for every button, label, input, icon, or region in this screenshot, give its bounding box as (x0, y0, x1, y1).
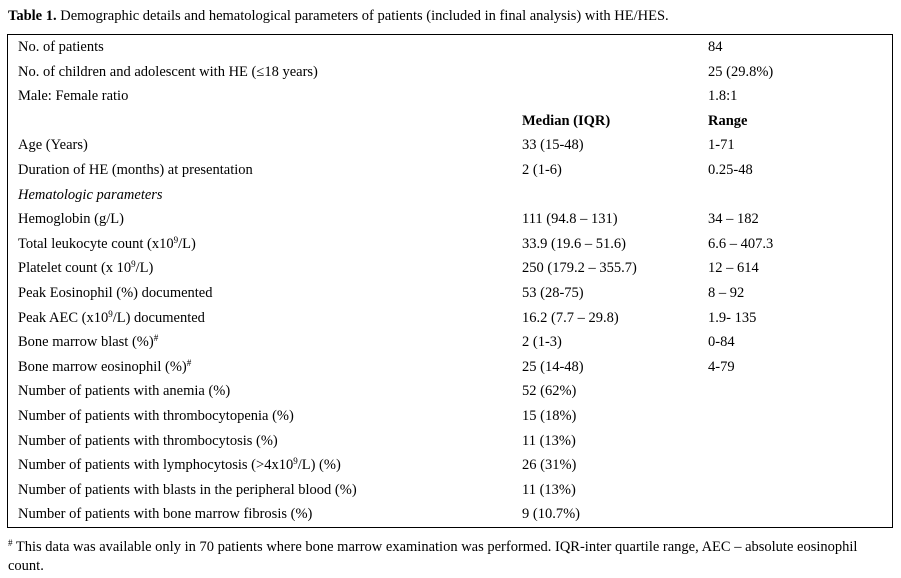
table-caption (8, 6, 893, 26)
row-label: No. of children and adolescent with HE (≤18 years) (18, 63, 318, 80)
table-row (8, 207, 892, 232)
row-median: 11 (13%) (522, 481, 576, 498)
table-row (8, 35, 892, 60)
table-row (8, 60, 892, 85)
section-header-row (8, 183, 892, 208)
row-median: 9 (10.7%) (522, 506, 580, 523)
row-label: Age (Years) (18, 137, 88, 154)
row-label: Number of patients with blasts in the peripheral blood (%) (18, 481, 357, 498)
caption-text: Demographic details and hematological parameters of patients (included in final analysis) with HE/HES. (56, 8, 669, 24)
table-row (8, 306, 892, 331)
row-label: Total leukocyte count $(x10^9/L)$ (18, 234, 196, 252)
row-label: Number of patients with bone marrow fibrosis (%) (18, 506, 313, 523)
row-range: 12 – 614 (708, 260, 759, 277)
row-range: 1.9- 135 (708, 309, 757, 326)
row-label: Duration of HE (months) at presentation (18, 162, 253, 178)
row-label: Number of patients with anemia (%) (18, 383, 231, 400)
table-row (8, 158, 892, 183)
row-label: Platelet count (x $10^9/L$) (18, 259, 154, 277)
row-range: 8 – 92 (708, 285, 745, 301)
row-median: 52 (62%) (522, 383, 577, 400)
table-row (8, 330, 892, 355)
table-row (8, 256, 892, 281)
row-median: 26 (31%) (522, 457, 577, 474)
row-label: Peak AEC $(x10^9/L)$ documented (18, 308, 205, 326)
row-range: 4-79 (708, 358, 735, 375)
row-range: 0-84 (708, 334, 735, 351)
row-label: Bone marrow eosinophil (%)# (18, 357, 192, 375)
column-header-row (8, 109, 892, 134)
row-range: 0.25-48 (708, 162, 753, 178)
row-median: 111 (94.8 – 131) (522, 211, 618, 228)
row-label: Number of patients with thrombocytopenia (%) (18, 408, 294, 424)
table-row (8, 379, 892, 404)
row-value: 1.8:1 (708, 88, 738, 105)
footnote-text: This data was available only in 70 patients where bone marrow examination was performed. IQR-inter quartile range, AEC – absolute eosinophil count. (8, 539, 858, 574)
table-row (8, 232, 892, 257)
row-label: Peak Eosinophil (%) documented (18, 285, 213, 301)
column-header-median: Median (IQR) (522, 112, 611, 129)
row-range: 1-71 (708, 137, 735, 154)
row-label: Bone marrow blast (%)# (18, 333, 159, 351)
row-label: Hemoglobin (g/L) (18, 211, 124, 228)
row-label: Male: Female ratio (18, 88, 129, 105)
data-table (7, 34, 893, 528)
row-label: Number of patients with lymphocytosis $(>4x10^9/L)$ (%) (18, 456, 341, 474)
row-median: 2 (1-6) (522, 162, 562, 178)
row-median: 15 (18%) (522, 408, 577, 424)
caption-label: Table 1. (8, 8, 57, 24)
row-median: 53 (28-75) (522, 285, 584, 301)
table-row (8, 355, 892, 380)
table-row (8, 133, 892, 158)
footnote-mark: # (8, 538, 13, 548)
table-row (8, 502, 892, 527)
row-value: 25 (29.8%) (708, 63, 774, 80)
row-range: 34 – 182 (708, 211, 759, 228)
row-median: 33 (15-48) (522, 137, 584, 154)
row-median: 25 (14-48) (522, 358, 584, 375)
row-range: 6.6 – 407.3 (708, 235, 774, 252)
table-footnote (8, 538, 893, 576)
row-median: 11 (13%) (522, 432, 576, 449)
row-median: 250 (179.2 – 355.7) (522, 260, 637, 277)
table-row (8, 404, 892, 429)
section-label: Hematologic parameters (18, 186, 163, 203)
row-value: 84 (708, 39, 723, 55)
row-label: No. of patients (18, 39, 104, 55)
table-row (8, 281, 892, 306)
table-row (8, 453, 892, 478)
table-row (8, 429, 892, 454)
table-row (8, 478, 892, 503)
row-median: 2 (1-3) (522, 334, 562, 351)
row-median: 16.2 (7.7 – 29.8) (522, 309, 619, 326)
column-header-range: Range (708, 112, 748, 129)
row-median: 33.9 (19.6 – 51.6) (522, 235, 626, 252)
row-label: Number of patients with thrombocytosis (%) (18, 432, 278, 449)
table-row (8, 84, 892, 109)
